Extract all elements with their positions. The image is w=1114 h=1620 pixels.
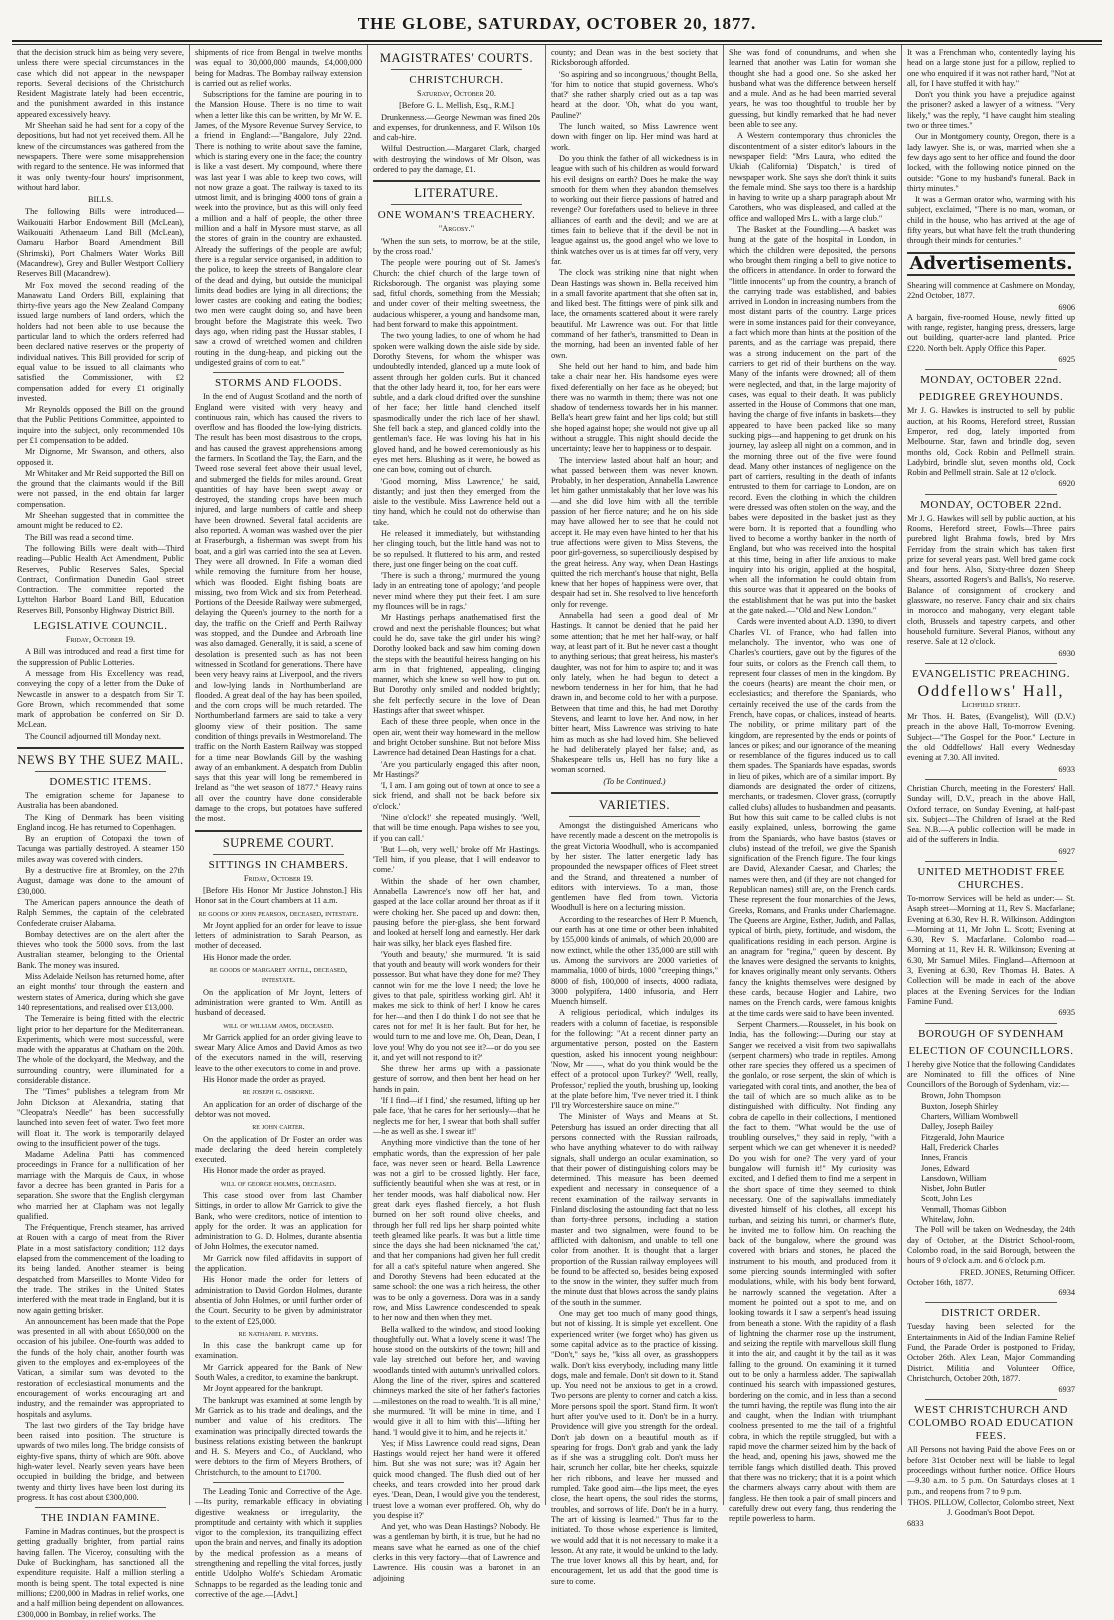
case-heading: re john carter.	[252, 1122, 305, 1132]
ad-number: 6933	[1058, 764, 1075, 774]
article-paragraph: The two young ladies, to one of whom he had spoken were walking down the aisle side by side. Dorothy Stevens, for whom the whisper was undoubtedly intended, glanced up a mute look of assent through her golden curls. But it chanced that the other lady heard it, too, for her ears were subtle, and a dark cloud drifted over the sunshine of her face; her little hand clenched itself spasmodically under the rich lace of her shawl. She fell back a step, and glanced coldly into the gentleman's face. He was loving his hat in his gloved hand, and he bowed ceremoniously as his eyes met hers. Blushing as it were, he bowed as one can bow, coming out of church.	[373, 331, 540, 475]
list-item: Venmall, Thomas Gibbon	[921, 1204, 1007, 1214]
article-paragraph: Mr Hastings perhaps anathematised first the crowd and next the perishable flounces; but what could he do, save take the girl under his wing? Dorothy looked back and saw him coming down the steps with the beautiful heiress hanging on his arm in that frightened, appealing, clinging manner, which she knew so well how to put on. But Dorothy only smiled and nodded brightly; she felt perfectly secure in the love of Dean Hastings after that sweet whisper.	[373, 613, 540, 716]
article-paragraph: Don't you think you have a prejudice against the prisoner? asked a lawyer of a witness. "Very likely," was the reply, "I have caught him stealing two or three times."	[907, 90, 1075, 131]
advertisement: I hereby give Notice that the following Candidates are Nominated to fill the offices of Nine Councillors of the Borough of Sydenham, viz:—	[907, 1059, 1075, 1090]
advertorial-paragraph: The Leading Tonic and Corrective of the Age.—Its purity, remarkable efficacy in obviating digestive weakness or irregularity, the promptitude and certainty with which it supplies vigor to the complexion, its tranquilizing effect upon the brain and nerves, and finally its adoption by the medical profession as a means of strengthening and repelling the vital forces, justly entitle Udolpho Wolfe's Schiedam Aromatic Schnapps to be regarded as the leading tonic and corrective of the age.—[Advt.]	[195, 1487, 362, 1599]
section-heading: MAGISTRATES' COURTS.	[379, 51, 534, 65]
divider	[391, 204, 522, 205]
ad-number: 6920	[1058, 479, 1075, 489]
advertisement: Mr J. G. Hawkes will sell by public auction, at his Rooms, Hereford street, Fowls—Three pairs purebred light Brahma fowls, bred by Mrs Ferriday from the strain which has taken first prize for several years past. Well bred game cock and four hens. Also, Sixty-three dozen Sheep Shears, assorted Rogers's and Balls's, No reserve. Balance of consignment of crockery and glassware, no reserve. Fancy chair and six chairs in morocco and mahogany, very elegant table cloth, Brussels and tapestry carpets, and other household furniture. Several Pianos, without any reserve. Sale at 12 o'clock.	[907, 513, 1075, 647]
article-paragraph: 'Nine o'clock!' she repeated musingly. 'Well, that will be time enough. Papa wishes to see you, if you can call.'	[373, 813, 540, 843]
ad-signature: THOS. PILLOW, Collector, Colombo street, Next J. Goodman's Boot Depot.	[907, 1497, 1075, 1518]
article-paragraph: The Council adjourned till Monday next.	[25, 731, 161, 741]
article-paragraph: The last two girders of the Tay bridge have been raised into position. The structure is upwards of two miles long. The bridge consists of eighty-five spans, thirty of which are 90ft. above high-water level. Nearly seven years have been occupied in building the bridge, and between twenty and thirty lives have been lost during its progress. It has cost about £300,000.	[17, 1420, 184, 1502]
article-paragraph: Mr Garrick now filed affidavits in support of the application.	[195, 1253, 362, 1274]
article-paragraph: 'I, I am. I am going out of town at once to see a sick friend, and shall not be back before six o'clock.'	[373, 781, 540, 811]
ad-number: 6930	[1058, 648, 1075, 658]
article-paragraph: He released it immediately, but withstanding her clinging touch, but the little hand was not to be so repulsed. It fluttered to his arm, and rested there, just one finger being on the coat cuff.	[373, 528, 540, 569]
column-2	[190, 45, 368, 1599]
article-paragraph: His Honor made the order as prayed.	[203, 1075, 326, 1085]
article-paragraph: Famine in Madras continues, but the prospect is getting gradually brighter, from partial rains having fallen. The Viceroy, consulting with the Duke of Buckingham, has sanctioned all the expenditure requisite. Half a million sterling a month is being spent. The total expected is nine millions; £200,000 in Madras in relief works, one and a half million being dependent on allowances. £300,000 in Bombay, in relief works. The	[17, 1527, 184, 1619]
article-paragraph: A Western contemporary thus chronicles the discontentment of a sister editor's labours in the newspaper field: "Mrs Laura, who edited the Ukiah (California) 'Dispatch,' is tired of newspaper work. She says she don't think it suits the female mind. She says too there is a hardship in having to write up a sharp paragraph about Mr Carothers, who was displeased, and called at the office and walloped Mrs L. with a large club."	[729, 131, 896, 223]
article-paragraph: One may get too much of many good things, but not of kissing. It is simple yet excellent. One experienced writer (we forget who) has given us some capital advice as to the practice of kissing. "Don't," says he, "kiss all over, as grasshoppers walk. Don't kiss everybody, including many little dogs, male and female. Don't sit down to it. Stand up. You need not be anxious to get in a crowd. Two persons are plenty to corner and catch a kiss. More persons spoil the sport. Stand firm. It won't hurt after you've used to it. Don't be in a hurry. Providence will give you strength for the ordeal. Don't jab down on a beautiful mouth as if spearing for frogs. Don't grab and yank the lady as if she was a struggling colt. Don't muss her hair, scrunch her collar, bite her cheeks, squizzle her rich ribbons, and leave her mussed and rumpled. Take good aim—the lips meet, the eyes close, the heart opens, the soul rides the storms, troubles, and sorrows of life. Don't be in a hurry. The art of kissing is learned." Thus far to the initiated. To those whose experience is limited, we would add that it is not necessary to make it a lesson. At any rate, it would be unkind to the lady. The true lover knows all this by heart, and, for encouragement, let us add that the good time is sure to come.	[551, 1309, 718, 1586]
list-item: Lansdown, William	[921, 1173, 987, 1183]
divider	[925, 1399, 1057, 1400]
divider	[907, 274, 1075, 276]
article-paragraph: Yes; if Miss Lawrence could read signs, Dean Hastings would reject her hand were it offered him. But she was not sure; was it? Again her quick mood changed. The flush died out of her cheeks, and tears crowded into her proud dark eyes. 'Dean, Dean, I would give you the tenderest, truest love a woman ever proffered. Oh, why do you despise it?'	[373, 1438, 540, 1520]
article-paragraph: Within the shade of her own chamber, Annabella Lawrence's now off her hat, and gasped at the lace collar around her throat as if it were choking her. She paced up and down: then, pausing before the pier-glass, she bent forward and looked at herself long and earnestly. Her dark hair was silky, her black eyes flashed fire.	[373, 876, 540, 948]
article-paragraph: Madame Adelina Patti has commenced proceedings in France for a nullification of her marriage with the Marquis de Caux, in whose favor a decree has been granted in Paris for a separation. She swore that the English clergyman who married her at Clapham was not legally qualified.	[17, 1150, 184, 1221]
divider	[391, 69, 522, 70]
article-paragraph: She was fond of conundrums, and when she learned that another was Latin for woman she thought she had a good one. So she asked her husband what was the difference between herself and a mule. And as he had been married several years, he was too thoughtful to trouble her by guessing, but kindly remarked that he had never been able to see any.	[729, 48, 896, 130]
case-heading: re goods of john pearson, deceased, intestate.	[198, 908, 359, 918]
ad-heading: DISTRICT ORDER.	[941, 1307, 1041, 1320]
article-paragraph: According to the researches of Herr P. Muench, our earth has at one time or other been inhabited by 155,000 kinds of animals, of which 20,000 are now extinct, while the other 135,000 are still with us. Among the survivors are 2000 varieties of mammalia, 1000 of birds, 1000 "creeping things," 8000 of fish, 100,000 of insects, 4000 radiata, 3000 polypifera, 1400 infusoria, and Herr Muench himself.	[551, 914, 718, 1007]
advertisement: A bargain, five-roomed House, newly fitted up with range, register, hanging press, dressers, large out building, quarter-acre land planted. Price £220. North belt. Apply Office this Paper.	[907, 312, 1075, 353]
article-paragraph: An application for an order of discharge of the debtor was not moved.	[195, 1099, 362, 1119]
ad-subheading: Lichfield street.	[961, 699, 1021, 709]
article-paragraph: 'So aspiring and so incongruous,' thought Bella, 'for him to notice that stupid governess. Who's that?' she rather sharply cried out as a tap was heard at the door. 'Oh, what do you want, Pauline?'	[551, 69, 718, 120]
article-paragraph: A Bill was introduced and read a first time for the suppression of Public Lotteries.	[17, 647, 184, 667]
article-paragraph: A message from His Excellency was read, conveying the copy of a letter from the Duke of Newcastle in answer to a despatch from Sir T. Gore Brown, which recommended that some mark of approbation be conferred on Sir D. McLean.	[17, 668, 184, 730]
section-heading: SUPREME COURT.	[222, 835, 335, 850]
column-4	[546, 45, 724, 1586]
list-item: Brown, John Thompson	[921, 1091, 1001, 1101]
article-paragraph: A religious periodical, which indulges its readers with a column of facetiae, is responsible for the following: "At a recent dinner party an argumentative person, posted on the Eastern question, asked his innocent young neighbour: 'Now, Mr ——, what do you think would be the effect of a protocol upon Turkey?' 'Well, really, Professor,' replied the youth, brushing up, looking at the plate before him, 'I've never tried it. I think I'll try Worcestershire sauce on mine.'"	[551, 1008, 718, 1111]
article-paragraph: Amongst the distinguished Americans who have recently made a descent on the metropolis is the great Victoria Woodhull, who is accompanied by her sister. The latter energetic lady has propounded the newspaper offices of Fleet street and the Strand, and threatened a number of editors with interviews. To a man, those gentlemen have fled from town. Victoria Woodhull is here on a lecturing mission.	[551, 821, 718, 913]
ad-number: 6833	[907, 1518, 924, 1528]
case-heading: re joseph g. osborne.	[242, 1087, 315, 1097]
divider	[925, 779, 1057, 780]
ad-heading: EVANGELISTIC PREACHING.	[912, 667, 1070, 680]
ad-number: 6927	[1058, 846, 1075, 856]
section-heading: STORMS AND FLOODS.	[214, 377, 343, 390]
ad-heading: PEDIGREE GREYHOUNDS.	[918, 391, 1064, 404]
article-paragraph: Do you think the father of all wickedness is in league with such of his children as would forward his evil designs on earth? Does he make the way smooth for them when they abandon themselves to working out their fierce passions of hatred and revenge? Our forefathers used to believe in three alliances of earth and the devil; and we are at times fain to believe that if the devil be not in league against us, the good angel who we love to think watches over us is at times far off very, very far.	[551, 153, 718, 266]
divider	[35, 771, 166, 772]
section-subheading: SITTINGS IN CHAMBERS.	[208, 858, 349, 871]
divider	[213, 854, 344, 855]
article-paragraph: 'Youth and beauty,' she murmured. 'It is said that youth and beauty will work wonders for their possessor. But what have they done for me? They cannot win for me the love I need; the love he gives to that pale, spiritless working girl. Ah! it makes me sick to think of her! I know he cares for her—and then I do think I do not see that he cares not for me! It is her fault. But for her, he would turn to me and love me. Oh, Dean, Dean, I love you! Why do you not see it?—or do you see it, and yet will not respond to it?'	[373, 949, 540, 1062]
list-item: Charters, William Wombwell	[921, 1112, 1019, 1122]
article-paragraph: His Honor made the order as prayed.	[203, 1166, 326, 1176]
case-heading: re goods of margaret antill, deceased, intestate.	[209, 965, 348, 985]
article-paragraph: His Honor made the order.	[203, 952, 292, 962]
article-paragraph: Mr Sheehan said he had sent for a copy of the depositions, but had not yet received them. All he knew of the circumstances was gathered from the newspapers. There were some misapprehension with regard to the sentence. He was informed that it was only twenty-four hours' imprisonment, without hard labor.	[17, 121, 184, 192]
case-heading: will of william amos, deceased.	[223, 1020, 334, 1030]
divider	[925, 861, 1057, 862]
story-source: "Argosy."	[438, 224, 475, 234]
divider	[551, 792, 718, 794]
article-paragraph: [Before His Honor Mr Justice Johnston.] His Honor sat in the Court chambers at 11 a.m.	[195, 885, 362, 906]
article-paragraph: 'Are you particularly engaged this after noon, Mr Hastings?'	[373, 759, 540, 779]
ad-number: 6937	[1058, 1385, 1075, 1395]
section-heading: VARIETIES.	[598, 798, 671, 813]
article-paragraph: She threw her arms up with a passionate gesture of sorrow, and then bent her head on her hands in pain.	[373, 1064, 540, 1094]
article-paragraph: By a destructive fire at Bromley, on the 27th August, damage was done to the amount of £30,000.	[17, 866, 184, 896]
divider	[925, 1302, 1057, 1303]
section-heading: NEWS BY THE SUEZ MAIL.	[17, 753, 184, 767]
article-paragraph: Drunkenness.—George Newman was fined 20s and expenses, for drunkenness, and F. Wilson 10s and cab-hire.	[373, 112, 540, 143]
article-paragraph: Mr Whitaker and Mr Reid supported the Bill on the ground that the claimants would if the Bill were not passed, in the end obtain far larger compensation.	[17, 468, 184, 509]
article-paragraph: The American papers announce the death of Ralph Semmes, the captain of the celebrated Confederate cruiser Alabama.	[17, 897, 184, 928]
list-item: Hall, Frederick Charles	[921, 1142, 999, 1152]
article-paragraph: Mr Sheehan suggested that in committee the amount might be reduced to £2.	[17, 511, 184, 531]
divider	[569, 816, 700, 817]
article-paragraph: The "Times" publishes a telegram from Mr John Dickson at Alexandria, stating that "Cleopatra's Needle" has been successfully launched into seven feet of water. Two feet more will float it. The work is temporarily delayed owing to the insufficient power of the tugs.	[17, 1087, 184, 1148]
advertisement: Mr Thos. H. Bates, (Evangelist), Will (D.V.) preach in the above Hall, To-morrow Evening. Subject—"The Gospel for the Poor." Lecture in the old Oddfellows' Hall every Wednesday evening at 7.30. All invited.	[907, 712, 1075, 763]
article-paragraph: Mr Joynt applied for an order for leave to issue letters of administration to Sarah Pearson, as mother of deceased.	[195, 920, 362, 951]
list-item: Fitzgerald, John Maurice	[921, 1132, 1005, 1142]
article-paragraph: Anything more vindictive than the tone of her emphatic words, than the expression of her pale face, was never seen or heard. Bella Lawrence was not a girl to be crossed lightly. Her face, sufficiently beautiful when she was at rest, or in her tender moods, was half diabolical now. Her great dark eyes flashed fiercely, a hot flush burned on her soft round olive cheeks, and through her full red lips her sharp pointed white teeth gleamed like pearls. It was but a little time since the days she had been nicknamed 'the cat,' and that her companions had given her full credit for all a cat's spiteful nature when angered. She and Dorothy Stevens had been educated at the same school: the one was a rich heiress, the other was to be only a governess. Dora was in a sandy row, and Miss Lawrence condescended to speak to her now and then when they met.	[373, 1138, 540, 1323]
section-heading: LEGISLATIVE COUNCIL.	[33, 620, 168, 633]
section-subheading: DOMESTIC ITEMS.	[49, 776, 152, 788]
column-5	[724, 45, 902, 1524]
article-paragraph: The following Bills were introduced—Waikouaiti Harbor Endowment Bill (McLean), Waikouaiti Athenaeum Land Bill (McLean), Oamaru Harbor Board Amendment Bill (Shrimski), Port Chalmers Water Works Bill (Macandrew), Grey and Buller Westport Colliery Reserves Bill (Macandrew).	[17, 207, 184, 279]
article-paragraph: The following Bills were dealt with—Third reading—Public Health Act Amendment, Public Reserves, Public Reserves Sales, Special Contract, Confirmation Dunedin Gaol street Contraction. The committee reported the Lyttelton Harbor Board Land Bill, Education Reserves Bill, Ponsonby Highway District Bill.	[17, 543, 184, 615]
ad-heading: UNITED METHODIST FREE CHURCHES.	[917, 866, 1065, 891]
list-item: Dalley, Joseph Bailey	[921, 1122, 994, 1132]
divider	[925, 369, 1057, 370]
article-paragraph: Mr Joynt appeared for the bankrupt.	[203, 1384, 323, 1394]
section-subheading: CHRISTCHURCH.	[409, 74, 504, 86]
case-heading: will of george holmes, deceased.	[220, 1178, 337, 1188]
article-paragraph: Bombay detectives are on the alert after the thieves who took the 5000 sovs. from the last Australian steamer, belonging to the Oriental Bank. The money was insured.	[17, 929, 184, 970]
divider	[925, 1023, 1057, 1024]
dateline: Saturday, October 20.	[417, 89, 496, 98]
list-item: Whitelaw, John.	[921, 1215, 975, 1225]
court-before: [Before G. L. Mellish, Esq., R.M.]	[399, 101, 514, 111]
advertisement: Christian Church, meeting in the Foresters' Hall. Sunday will, D.V., preach in the above Hall, Oxford terrace, on Sunday Evening, at half-past six. Subject—The Children of Israel at the Red Sea. N.B.—A public collection will be made in aid of the sufferers in India.	[907, 783, 1075, 845]
list-item: Buxton, Joseph Shirley	[921, 1101, 999, 1111]
ad-heading: ELECTION OF COUNCILLORS.	[908, 1044, 1074, 1057]
divider	[213, 1482, 344, 1483]
candidate-list	[921, 1091, 1075, 1225]
dateline: Friday, October 19.	[65, 635, 136, 645]
list-item: Nisbet, John Butler	[921, 1184, 986, 1194]
article-paragraph: The Minister of Ways and Means at St. Petersburg has issued an order directing that all persons connected with the Russian railroads, who have anything whatever to do with railway signals, shall undergo an ocular examination, so that their power of distinguishing colors may be determined. This measure has been deemed expedient and necessary in consequence of a recent examination of the railway servants in Finland disclosing the astounding fact that no less than forty-three persons, including a station master and two signalmen, were found to be afflicted with daltonism, and unable to tell one color from another. It is thought that a larger proportion of the Russian railway employees will be found to be affected so, besides being exposed to the snow in the winter, they suffer much from the minute dust that blows across the sandy plains of the south in the summer.	[551, 1112, 718, 1307]
list-item: Innes, Francis	[921, 1153, 968, 1163]
article-paragraph: county; and Dean was in the best society that Ricksborough afforded.	[551, 48, 718, 68]
divider	[195, 830, 362, 832]
article-paragraph: The bankrupt was examined at some length by Mr Garrick as to his trade and dealings, and the number and value of his creditors. The examination was principally directed towards the business relations existing between the bankrupt and H. S. Meyers and Co., of Auckland, who were debtors to the firm of Meyers Brothers, of Christchurch, to the amount to £1700.	[195, 1395, 362, 1477]
divider	[925, 494, 1057, 495]
advertisement: Mr J. G. Hawkes is instructed to sell by public auction, at his Rooms, Hereford street, Russian Emperor, red dog, lately imported from Melbourne. Star, fawn and brindle dog, seven months old, Cock Robin and Pellmell strain. Ladybird, brindle slut, seven months old, Cock Robin and Pellmell strain. Sale at 12 o'clock.	[907, 406, 1075, 478]
article-paragraph: The interview lasted about half an hour; and what passed between them was never known. Probably, in her desperation, Annabella Lawrence let him gather unmistakably that her love was his—and she did love him with all the terrible passion of her fierce nature; and he on his side may have allowed her to see that he could not accept it. He may even have hinted to her that his true affections were given to Miss Stevens, the poor girl-governess, so superciliously despised by the great heiress. Any way, when Dean Hastings quitted the rich merchant's house that night, Bella knew that her hopes of happiness were over, that despair had set in. She resolved to live henceforth only for revenge.	[551, 455, 718, 609]
article-paragraph: The clock was striking nine that night when Dean Hastings was shown in. Bella received him in a small favorite apartment that she often sat in, and liked best. The fittings were of pink silk and lace, the ornaments scattered about it were rarely beautiful. Mr Lawrence was out. For that little command of her father's, transmitted to Dean in the morning, had been an invented fable of her own.	[551, 268, 718, 360]
ad-number: 6906	[1058, 302, 1075, 312]
article-paragraph: On the application of Mr Joynt, letters of administration were granted to Wm. Antill as husband of deceased.	[195, 987, 362, 1018]
section-heading: BILLS.	[87, 195, 114, 205]
article-paragraph: shipments of rice from Bengal in twelve months was equal to 30,000,000 maunds, £4,000,000 being for Madras. The Bombay railway extension is carried out as relief works.	[195, 48, 362, 88]
article-paragraph: Mr Dignorne, Mr Swanson, and others, also opposed it.	[17, 447, 184, 467]
article-paragraph: The lunch waited, so Miss Lawrence went down with finger on lip. Her mind was hard at work.	[551, 122, 718, 152]
ad-number: 6935	[1058, 1008, 1075, 1018]
article-paragraph: 'If I find—if I find,' she resumed, lifting up her pale face, 'that he cares for her seriously—that he neglects me for her, I swear that both shall suffer—he as well as she. I swear it!'	[373, 1096, 540, 1136]
article-paragraph: Mr Garrick appeared for the Bank of New South Wales, a creditor, to examine the bankrupt.	[195, 1362, 362, 1383]
ad-date: October 16th, 1877.	[907, 1277, 974, 1287]
section-heading: THE INDIAN FAMINE.	[40, 1512, 161, 1525]
article-paragraph: This case stood over from last Chamber Sittings, in order to allow Mr Garrick to give the Bank, who were creditors, notice of intention to apply for the order. It was an application for administration to G. D. Holmes, durante absentia of John Holmes, the executor named.	[195, 1190, 362, 1252]
story-title: ONE WOMAN'S TREACHERY.	[377, 209, 536, 222]
article-paragraph: Annabella had seen a good deal of Mr Hastings. It cannot be denied that he paid her some attention; that he met her half-way, or half way, at least part of it. But he never cast a thought to anything serious; that great heiress, his master's daughter, was not for him to aspire to; and it was only lately, when he had begun to detect a newborn tenderness in her for him, that he had drawn in, and become cold to her with a purpose. Between that time and this, he had met Dorothy Stevens, and learnt to love her. And now, in her bitter heart, Miss Lawrence was striving to hate him as much as she had loved him. She believed he had deliberately played her false; and, as Shakespeare tells us, Hell has no fury like a woman scorned.	[551, 611, 718, 775]
article-paragraph: Mr Garrick applied for an order giving leave to swear Mary Alice Amos and David Amos as two of the executors named in the will, reserving leave to the other executors to come in and prove.	[195, 1032, 362, 1073]
article-paragraph: 'Good morning, Miss Lawrence,' he said, distantly; and just then they emerged from the aisle to the vestibule. Miss Lawrence held out a tiny hand, which he could not do otherwise than take.	[373, 476, 540, 527]
divider	[373, 180, 540, 182]
article-paragraph: that the decision struck him as being very severe, unless there were special circumstances in the case which did not appear in the newspaper reports. Several decisions of the Christchurch Resident Magistrate lately had been eccentric, and the punishment awarded in this instance appeared excessively heavy.	[17, 48, 184, 119]
article-paragraph: Serpent Charmers.—Rousselet, in his book on India, has the following:—During our stay at Sanger we received a visit from two sapiwallahs (serpent charmers) who trade in reptiles. Among other rare species they offered us a specimen of the gonlalo, or rose serpent, the skin of which is variegated with coral tints, and another, the bea of the tail of which are so much alike as to be distinguished with difficulty. Not finding any cobra de capello in their collections, I mentioned the fact to them. "What would be the use of troubling ourselves," they said in reply, "with a serpent which we can get whenever it is needed? Do you wish for one? The very yard of your bungalow will furnish it!" My curiosity was excited, and I defied them to find me a serpent in the short space of time they seemed to think necessary. One of the sapiwallahs immediately divested himself of his clothes, all except his turban, and seizing his tumri, or charmer's flute, he invited me to follow him. On reaching the back of the bungalow, where the ground was covered with briars and stones, he placed the instrument to his mouth, and produced from it some piercing sounds intermingled with softer modulations, while, with his body bent forward, he narrowly scanned the vegetation. After a moment he pointed out a spot to me, and on looking towards it I saw a serpent's head issuing from beneath a stone. With the rapidity of a flash of lightning the charmer rose up the instrument, and seizing the reptile with marvellous skill flung it into the air, and caught it by the tail as it was falling to the ground. On examining it it turned out to be only a harmless adder. The sapiwallah continued his search with impassioned gestures, bordering on the comic, and in less than a second the tumri having, the reptile was flung into the air and caught, when the Indian with triumphant coolness presented to me the tail of a frightful cobra, in which the reptile struggled, but with a rapid move the charmer seized him by the back of the head, and, opening his jaws, showed me the terrible fangs which distilled death. This proved that there was no trickery; that it is a point which the charmers always carry about with them are fangless. He then took a pair of small pincers and carefully drew out every fang, thus rendering the reptile powerless to harm.	[729, 1019, 896, 1524]
column-1	[12, 45, 190, 1619]
advertisement: Shearing will commence at Cashmere on Monday, 22nd October, 1877.	[907, 280, 1075, 301]
case-heading: re nathaniel p. meyers.	[238, 1328, 319, 1338]
article-paragraph: And yet, who was Dean Hastings? Nobody. He was a gentleman by birth, it is true, but he had no means save what he earned as one of the chief clerks in this very factory—that of Lawrence and Lawrence. His cousin was a baronet in an adjoining	[373, 1522, 540, 1583]
article-paragraph: She held out her hand to him, and bade him take a chair near her. His handsome eyes were fixed deferentially on her face as he obeyed; but there was no warmth in them; there was not one shadow of tenderness towards her in his manner. Bella's heart grew faint and her lips cold; but still she hoped against hope; she would not give up all without a struggle. This night should decide the uncertainty; leave her to happiness or to despair.	[551, 361, 718, 454]
article-paragraph: In the end of August Scotland and the north of England were visited with very heavy and continuous rain, which has caused the rivers to overflow and has flooded the low-lying districts. The result has been most disastrous to the crops, and has caused the gravest apprehensions among the farmers. In Scotland the Tay, the Earn, and the Tweed rose several feet above their usual level, and submerged the fields for miles around. Great quantities of hay have been swept away or destroyed, the standing crops have been much injured, and large numbers of cattle and sheep have been drowned. Several fatal accidents are also reported. A woman was washed over the pier at Fraserburgh, a fisherman was swept from his boat, and a girl was carried into the sea at Leven. They were all drowned. In Fife a woman died while removing the furniture from her house, which was flooded. Eight fishing boats are missing, two from Wick and six from Peterhead. Portions of the Deeside Railway were submerged, delaying the Queen's journey to the north for a day, the traffic on the Crieff and Perth Railway was stopped, and the Dundee and Arbroath line was also damaged. Generally, it is said, a scene of desolation is presented such as has not been witnessed in Scotland for generations. There have been very heavy rains at Liverpool, and the rivers and low-lying lands in Northumberland are flooded. A great deal of the hay has been spoiled, and the corn crops will be much retarded. The Northumberland farmers are said to take a very gloomy view of their position. The same condition of things prevails in Westmoreland. The traffic on the North Eastern Railway was stopped for a time near Bowlands Gill by the washing away of an embankment. A despatch from Dublin says that this year will long be remembered in Ireland as "the wet season of 1877." Heavy rains all over the country have done considerable damage to the crops, but potatoes have suffered the most.	[195, 392, 362, 824]
ad-signature: FRED. JONES, Returning Officer.	[959, 1267, 1075, 1277]
ad-heading: WEST CHRISTCHURCH AND COLOMBO ROAD EDUCATION FEES.	[908, 1404, 1074, 1443]
divider	[213, 372, 344, 373]
ad-heading: MONDAY, OCTOBER 22nd.	[920, 374, 1062, 387]
columns	[12, 44, 1102, 1619]
article-paragraph: In this case the bankrupt came up for examination.	[195, 1341, 362, 1361]
advertisements-heading: Advertisements.	[909, 252, 1073, 274]
article-paragraph: 'There is such a throng,' murmured the young lady in an entreating tone of apology; 'and people never mind where they put their feet. I am sure my flounces will be in rags.'	[373, 571, 540, 612]
article-paragraph: Mr Reynolds opposed the Bill on the ground that the Public Petitions Committee, appointed to inquire into the subject, only recommended 10s per £1 compensation to be added.	[17, 405, 184, 445]
divider	[17, 747, 184, 749]
article-paragraph: By an eruption of Cotopaxi the town of Tacunga was partially destroyed. A steamer 150 miles away was covered with cinders.	[17, 834, 184, 864]
article-paragraph: On the application of Dr Foster an order was made declaring the deed herein completely executed.	[195, 1134, 362, 1165]
article-paragraph: The King of Denmark has been visiting England incog. He has returned to Copenhagen.	[17, 812, 184, 832]
article-paragraph: Bella walked to the window, and stood looking thoughtfully out. What a lovely scene it was! The house stood on the outskirts of the town; hill and vale lay stretched out before her, and waving woodlands tinted with autumn's unrivalled colors. Along the line of the river, spires and scattered chimneys marked the site of her father's factories—milestones on the road to wealth. 'It is all mine,' she murmured. 'It will be mine in time, and I would give it all to him with this'—lifting her hand. 'I would give it to him, and he rejects it.'	[373, 1324, 540, 1437]
article-paragraph: The emigration scheme for Japanese to Australia has been abandoned.	[17, 791, 184, 811]
article-paragraph: Subscriptions for the famine are pouring in to the Mansion House. There is no time to wait when a letter like this can be written, by Mr W. E. James, of the Mysore Revenue Survey Service, to a friend in England:—"Bangalore, July 22nd. There is nothing to write about save the famine, which is staring every one in the face; the country is like a vast desert. My compound, where there was last year I was able to keep two cows, will not now graze a goat. The railway is taxed to its utmost limit, and is bringing 4000 tons of grain a week into the province, but as this will only feed a million and a half of people, the other three million and a half in Mysore must starve, as all the stores of grain in the country are exhausted. Already the sufferings of the people are awful; there is a regular service organised, in addition to the police, to keep the streets of Bangalore clear of the dead and dying, but outside the municipal limits dead bodies are lying in all directions; the lower castes are cooking and eating the bodies; two men were caught doing so, and have been brought before the Magistrate this week. Two days ago, when riding past the Hussar stables, I saw a crowd of wretched women and children routing in the dung-heap, and picking out the undigested grains of corn to eat."	[195, 90, 362, 367]
article-paragraph: 'But I—oh, very well,' broke off Mr Hastings. 'Tell him, if you please, that I will endeavor to come.'	[373, 844, 540, 875]
article-paragraph: The people were pouring out of St. James's Church: the chief church of the large town of Ricksborough. The organist was playing some sad, fitful chords, something from the Messiah; and under cover of their melting sweetness, the audacious whisperer, a young and handsome man, had bent forward to make this appointment.	[373, 258, 540, 330]
article-paragraph: Wilful Destruction.—Margaret Clark, charged with destroying the windows of Mr Olson, was ordered to pay the damage, £1.	[373, 144, 540, 175]
list-item: Scott, John Les	[921, 1194, 972, 1204]
article-paragraph: The Fréquentique, French steamer, has arrived at Rouen with a cargo of meat from the River Plate in a most satisfactory condition; 112 days elapsed from the commencement of the loading to its being landed. Another steamer is being despatched from Marseilles to Monte Video for the trade. The strikes in the United States interfered with the meat trade in England, but it is now again getting brisker.	[17, 1223, 184, 1315]
article-paragraph: It was a German orator who, warming with his subject, exclaimed, "There is no man, woman, or child in the house, who has arrived at the age of fifty years, but what have felt the truth thundering through their minds for centuries."	[907, 195, 1075, 246]
advertisement: The Poll will be taken on Wednesday, the 24th day of October, at the District School-room, Colombo road, in the said Borough, between the hours of 9 o'clock a.m. and 6 o'clock p.m.	[907, 1225, 1075, 1266]
article-paragraph: Our in Montgomery county, Oregon, there is a lady lawyer. She is, or was, married when she a few days ago sent to her office and found the door locked, with the following notice pinned on the outside: "Gone to my husband's funeral. Back in thirty minutes."	[907, 132, 1075, 193]
column-6	[902, 45, 1080, 1528]
article-paragraph: The Bill was read a second time.	[25, 532, 134, 542]
to-be-continued: (To be Continued.)	[603, 776, 666, 786]
article-paragraph: The Temeraire is being fitted with the electric light prior to her departure for the Mediterranean. Experiments, which were most successful, were made with the apparatus at Chatham on the 20th. The whole of the dockyard, the Medway, and the surrounding country, were illuminated for a considerable distance.	[17, 1014, 184, 1086]
advertisement: Tuesday having been selected for the Entertainments in Aid of the Indian Famine Relief Fund, the Parade Order is postponed to Friday, October 26th. Alex Lean, Major Commanding District. Militia and Volunteer Office, Christchurch, October 20th, 1877.	[907, 1322, 1075, 1383]
ad-heading: BOROUGH OF SYDENHAM	[918, 1027, 1064, 1040]
article-paragraph: The Basket at the Foundling.—A basket was hung at the gate of the hospital in London, in which the children were deposited, the persons who brought them ringing a bell to give notice to the officers in attendance. In order to forward the "little innocents" up from the country, a branch of the carrying trade was established, and babies arrived in London in increasing numbers from the most distant parts of the country. Large prices were in some instances paid for their conveyance, a fact which more than hints at the position of the parents, and as the carriage was prepaid, there was a strong inducement on the part of the carriers to get rid of their burthens on the way. Many of the infants were drowned; all of them were neglected, and that, in the large majority of cases, was equal to their death. It was publicly asserted in the House of Commons that one man, having the charge of five infants in baskets—they appeared to have been packed like so many sucking pigs—and happening to get drunk on his journey, lay asleep all night on a common, and in the morning three out of the five were found dead. Many other instances of negligence on the part of carriers, resulting in the death of infants entrusted to them for carriage to London, are on record. Even the clothing in which the children were dressed was often stolen on the way, and the babes were deposited in the basket just as they were born. It is reported that a foundling who lived to become a worthy banker in the north of England, but who was received into the hospital at this time, being in after life anxious to make inquiry into his origin, applied at the hospital, when all the information he could obtain from this source was that it appeared on the books of the establishment that he was put into the basket at the gate naked.—"Old and New London."	[729, 225, 896, 616]
ad-number: 6934	[1058, 1288, 1075, 1298]
article-paragraph: Cards were invented about A.D. 1390, to divert Charles VI. of France, who had fallen into melancholy. The inventor, who was one of Charles's courtiers, gave out by the figures of the four suits, or colors as the French call them, to represent four classes of men in the kingdom. By the coeurs (hearts) are meant the choir men, or ecclesiastics; and therefore the Spaniards, who certainly received the use of the cards from the French, have copas, or chalices, instead of hearts. The nobility, or prime military part of the kingdom, are represented by the ends or points of lances or pikes; and our ignorance of the meaning or resemblance of the figures induced us to call them spades. The Spaniards have espadas, swords in lieu of pikes, which are of a similar import. By diamonds are designated the order of citizens, merchants, or tradesmen. Clover grass, (corruptly called clubs) alludes to husbandmen and peasants. But how this suit came to be called clubs is not easily explained, unless, borrowing the game from the Spaniards, who have bastos (staves or clubs) instead of the trefoil, we give the Spanish signification of the French figure. The four kings are David, Alexander Caesar, and Charles; the names were then, and (if they are not changed for Republican names) still are, on the French cards. These represent the four monarchies of the Jews, Greeks, Romans, and Franks under Charlemagne. The Queens are Argine, Esther, Judith, and Pallas, typical of birth, piety, fortitude, and wisdom, the qualifications residing in each person. Argine is an anagram for "regina," queen by descent. By the knaves were designed the servants to knights, for knaves originally meant only servants. Others fancy the knights themselves were designed by these cards, because Hogier and Lahire, two names on the French cards, were famous knights at the time cards were said to have been invented.	[729, 617, 896, 1018]
divider	[35, 1507, 166, 1508]
divider	[925, 663, 1057, 664]
ad-heading: Oddfellows' Hall,	[917, 682, 1065, 700]
ad-heading: MONDAY, OCTOBER 22nd.	[920, 498, 1062, 511]
advertisement: To-morrow Services will be held as under:— St. Asaph street—Morning at 11, Rev S. Macfarlane; Evening at 6.30, Rev H. R. Wilkinson. Addington—Morning at 11, Mr John L. Scott; Evening at 6.30, Rev S. Macfarlane. Colombo road—Morning at 11, Rev H. R. Wilkinson; Evening at 6.30, Mr Samuel Miles. Fingland—Afternoon at 3, Evening at 6.30, Rev Thomas H. Bates. A Collection will be made in each of the above places at the Evening Services for the Indian Famine Fund.	[907, 894, 1075, 1006]
article-paragraph: An announcement has been made that the Pope was presented in all with about £650,000 on the occasion of his jubilee. One-fourth was added to the funds of the holy chair, another fourth was given to the employes and ex-employees of the Vatican, a similar sum was devoted to the restoration of ecclesiastical monuments and the encouragement of works encouraging art and industry, and the remainder was appropriated to hospitals and asylums.	[17, 1316, 184, 1419]
dateline: Friday, October 19.	[243, 873, 314, 883]
article-paragraph: His Honor made the order for letters of administration to David Gordon Holmes, durante absentia of John Holmes, or until further order of the Court. Security to be given by administrator to the extent of £25,000.	[195, 1275, 362, 1326]
article-paragraph: Mr Fox moved the second reading of the Manawatu Land Orders Bill, explaining that thirty-five years ago the New Zealand Company issued large numbers of land orders, which the holders had not been able to use because the particular land to which the orders referred had been declared native reserves or the property of individual natives. This Bill provided for scrip of equal value to be issued to all claimants who satisfied the Commissioner, with £2 compensation added for every £1 originally invested.	[17, 280, 184, 403]
masthead: THE GLOBE, SATURDAY, OCTOBER 20, 1877.	[12, 10, 1102, 42]
list-item: Jones, Edward	[921, 1163, 970, 1173]
section-heading: LITERATURE.	[414, 186, 499, 201]
article-paragraph: Each of these three people, when once in the open air, went their way homeward in the mellow and bright October sunshine. But not before Miss Lawrence had detained Dean Hastings for a chat.	[373, 717, 540, 758]
ad-number: 6925	[1058, 355, 1075, 365]
article-paragraph: 'When the sun sets, to morrow, be at the stile, by the cross road.'	[373, 236, 540, 256]
article-paragraph: Miss Adelaide Neilson has returned home, after an eight months' tour through the eastern and western states of America, during which she gave 140 representations, and realised over £13,000.	[17, 972, 184, 1012]
column-3	[368, 45, 546, 1583]
advertisement: All Persons not having Paid the above Fees on or before 31st October next will be liable to legal proceedings without further notice. Office Hours—9.30 a.m. to 5 p.m. On Saturdays closes at 1 p.m., and reopens from 7 to 9 p.m.	[907, 1445, 1075, 1496]
article-paragraph: It was a Frenchman who, contentedly laying his head on a large stone just for a pillow, replied to one who enquired if it was not rather hard, "Not at all, for I have stuffed it with hay."	[907, 48, 1075, 88]
